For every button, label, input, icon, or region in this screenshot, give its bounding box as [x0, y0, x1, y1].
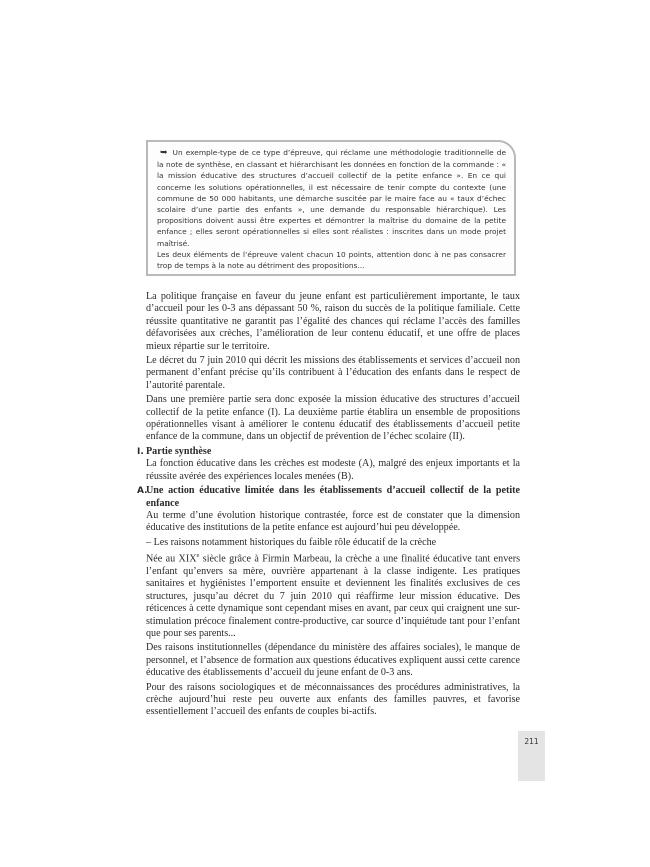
page-number: 211: [524, 737, 539, 746]
info-box-text-1: Un exemple-type de ce type d’épreuve, qui réclame une méthodologie traditionnelle de la note de synthèse, en classant et hiérarchisant les données en fonction de la commande : « la mission éducative des structures d’accueil collectif de la petite enfance ». En ce qui concerne les solutions opérationnelles, il est nécessaire de tenir compte du contexte (une commune de 50 000 habitants, une démarche suscitée par le maire face au « taux d’échec scolaire d’une partie des enfants », une demande du responsable hiérarchique). Les propositions doivent aussi être expertes et démontrer la maîtrise du domaine de la petite enfance ; elles seront opérationnelles si elles sont réalistes : inscrites dans un mode projet maîtrisé.: [157, 148, 506, 248]
section-summary-paragraph: La fonction éducative dans les crèches est modeste (A), malgré des enjeux importants et la réussite avérée des expériences locales menées (B).: [146, 458, 520, 482]
section-title-a: Une action éducative limitée dans les établissements d’accueil collectif de la petite enfance: [146, 485, 520, 509]
info-box-paragraph-2: Les deux éléments de l’épreuve valent chacun 10 points, attention donc à ne pas consacrer trop de temps à la note au détriment des propositions...: [157, 249, 506, 271]
history-paragraph: [146, 550, 520, 640]
section-heading-1: [137, 446, 520, 458]
plan-paragraph: Dans une première partie sera donc exposée la mission éducative des structures d’accueil collectif de la petite enfance (I). La deuxième partie établira un ensemble de propositions opérationnelles visant à améliorer le contenu éducatif des établissements d’accueil petite enfance de la commune, dans un objectif de prévention de l’échec scolaire (II).: [146, 394, 520, 443]
intro-paragraph: La politique française en faveur du jeune enfant est particulièrement importante, le taux d’accueil pour les 0-3 ans dépassant 50 %, raison du succès de la politique familiale. Cette réussite quantitative ne garantit pas l’égalité des chances qui réclame l’accès des familles défavorisées aux crèches, l’amélioration de leur contenu éducatif, et une offre de places mieux répartie sur le territoire.: [146, 291, 520, 352]
main-text: [137, 291, 520, 721]
institutional-paragraph: Des raisons institutionnelles (dépendance du ministère des affaires sociales), le manque de personnel, et l’absence de formation aux questions éducatives expliquent aussi cette carence éducative des établissements d’accueil du jeune enfant de 0-3 ans.: [146, 642, 520, 679]
subheading-dash: – Les raisons notamment historiques du faible rôle éducatif de la crèche: [146, 536, 437, 548]
section-number-1: I.: [137, 446, 144, 457]
info-box-paragraph-1: [157, 147, 506, 249]
decree-paragraph: Le décret du 7 juin 2010 qui décrit les missions des établissements et services d’accueil non permanent d’enfant précise qu’ils contribuent à l’éducation des enfants dans le respect de l’autorité parentale.: [146, 355, 520, 391]
history-text-pre: Née au XIX: [146, 553, 197, 565]
evolution-paragraph: Au terme d’une évolution historique contrastée, force est de constater que la dimension éducative des institutions de la petite enfance est aujourd’hui peu développée.: [146, 509, 520, 534]
info-box: [146, 140, 516, 276]
century-superscript: e: [196, 552, 200, 560]
section-heading-a: [137, 485, 520, 510]
history-text-post: siècle grâce à Firmin Marbeau, la crèche a une finalité éducative tant envers l’enfant qu’envers sa mère, ouvrière appartenant à la classe indigente. Les pratiques sanitaires et hygiénistes l’emportent ensuite et deviennent les finalités exclusives de ces structures, jusqu’au décret du 7 juin 2010 qui réaffirme leur mission éducative. Des réticences à cette dynamique sont cependant mises en avant, par ceux qui craignent une sur-stimulation précoce finalement contre-productive, car source d’inquiétude tant pour l’enfant que pour ses parents...: [146, 553, 521, 639]
section-number-a: A.: [137, 486, 148, 497]
sociological-paragraph: Pour des raisons sociologiques et de méconnaissances des procédures administratives, la crèche aujourd’hui reste peu ouverte aux enfants des familles pauvres, et favorise essentiellement l’accueil des enfants de couples bi-actifs.: [146, 681, 520, 718]
section-title-1: Partie synthèse: [146, 445, 212, 457]
return-arrow-icon: ➥: [160, 148, 168, 158]
